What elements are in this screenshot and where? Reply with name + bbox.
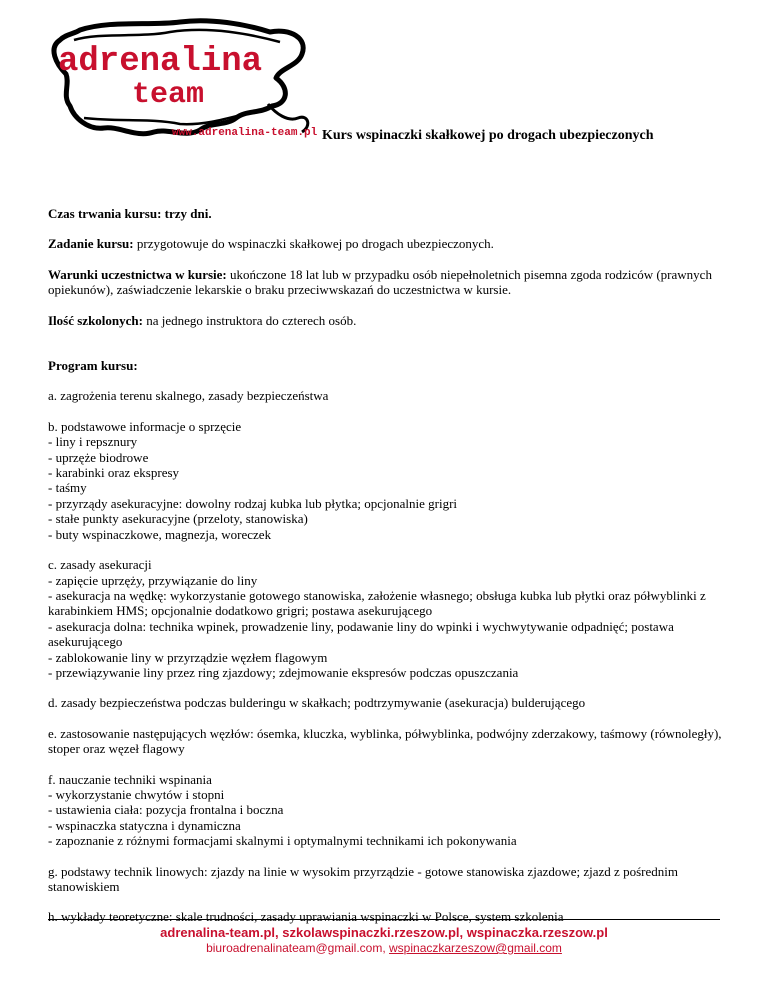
footer-email-1[interactable]: biuroadrenalinateam@gmail.com [206,941,383,955]
program-item: - taśmy [48,480,87,496]
program-item: - przyrządy asekuracyjne: dowolny rodzaj kubka lub płytka; opcjonalnie grigri [48,495,458,511]
program-section-heading: c. zasady asekuracji [48,557,152,573]
conditions [48,267,728,298]
program-section-heading: f. nauczanie techniki wspinania [48,771,212,787]
program-item: - buty wspinaczkowe, magnezja, woreczek [48,526,272,542]
program-section-heading: d. zasady bezpieczeństwa podczas bulderingu w skałkach; podtrzymywanie (asekuracja) bulderującego [48,695,586,711]
program-sections [48,388,728,924]
program-section [48,909,728,924]
logo-line2: team [132,78,205,112]
program-section [48,419,728,542]
footer-email-separator: , [382,941,390,955]
program-section [48,388,728,403]
program-title [48,358,728,373]
program-item: - karabinki oraz ekspresy [48,465,180,481]
footer-websites[interactable]: adrenalina-team.pl, szkolawspinaczki.rzeszow.pl, wspinaczka.rzeszow.pl [160,925,608,940]
duration [48,206,728,221]
task [48,236,728,251]
logo-line1: adrenalina [58,43,263,81]
program-item: - zapięcie uprzęży, przywiązanie do liny [48,572,258,588]
footer-emails [0,941,768,955]
program-item: - stałe punkty asekuracyjne (przeloty, stanowiska) [48,511,308,527]
leaf-stroke-lower [84,110,262,124]
program-item: - asekuracja dolna: technika wpinek, prowadzenie liny, podawanie liny do wpinki i wychwytywanie odpadnięć; postawa asekurującego [48,618,674,650]
program-section-heading: h. wykłady teoretyczne: skale trudności, zasady uprawiania wspinaczki w Polsce, system szkolenia [48,909,564,925]
footer-email-2[interactable]: wspinaczkarzeszow@gmail.com [389,941,562,955]
program-item: - zapoznanie z różnymi formacjami skalnymi i optymalnymi technikami ich pokonywania [48,833,517,849]
document-body [48,206,728,925]
program-item: - zablokowanie liny w przyrządzie węzłem flagowym [48,649,328,665]
task-text: przygotowuje do wspinaczki skałkowej po drogach ubezpieczonych. [133,236,494,252]
program-section [48,772,728,849]
program-section [48,695,728,710]
duration-text: Czas trwania kursu: trzy dni. [48,206,212,221]
program-item: - wykorzystanie chwytów i stopni [48,786,225,802]
program-item: - uprzęże biodrowe [48,449,149,465]
program-title-text: Program kursu: [48,358,138,374]
program-section [48,557,728,680]
count-label: Ilość szkolonych: [48,312,143,328]
logo-url: www.adrenalina-team.pl [172,127,318,139]
program-item: - przewiązywanie liny przez ring zjazdowy; zdejmowanie ekspresów podczas opuszczania [48,664,519,680]
program-section [48,864,728,895]
program-item: - asekuracja na wędkę: wykorzystanie gotowego stanowiska, założenie własnego; obsługa kubka lub płytki oraz półwyblinki z karabinkiem HMS; opcjonalnie dodatkowo grigri; postawa asekurującego [48,587,706,619]
logo-graphic [40,18,330,148]
program-item: - liny i repsznury [48,434,138,450]
logo [40,18,330,148]
program-item: - ustawienia ciała: pozycja frontalna i boczna [48,802,284,818]
conditions-text: ukończone 18 lat lub w przypadku osób niepełnoletnich pisemna zgoda rodziców (prawnych opiekunów), zaświadczenie lekarskie o braku przeciwwskazań do uczestnictwa w kursie. [48,266,712,298]
task-label: Zadanie kursu: [48,236,134,252]
program-section-heading: g. podstawy technik linowych: zjazdy na linie w wysokim przyrządzie - gotowe stanowiska zjazdowe; zjazd z pośrednim stanowiskiem [48,863,678,894]
footer-divider [48,919,720,920]
leaf-stroke [74,30,280,42]
program-section [48,726,728,757]
program-section-heading: a. zagrożenia terenu skalnego, zasady bezpieczeństwa [48,388,329,404]
page-title: Kurs wspinaczki skałkowej po drogach ubezpieczonych [322,128,654,143]
program-item: - wspinaczka statyczna i dynamiczna [48,817,241,833]
program-section-heading: e. zastosowanie następujących węzłów: ósemka, kluczka, wyblinka, półwyblinka, podwójny zderzakowy, taśmowy (równoległy), stoper oraz węzeł flagowy [48,725,722,757]
conditions-label: Warunki uczestnictwa w kursie: [48,266,227,282]
count-text: na jednego instruktora do czterech osób. [142,312,357,328]
participant-count [48,313,728,328]
program-section-heading: b. podstawowe informacje o sprzęcie [48,418,242,434]
